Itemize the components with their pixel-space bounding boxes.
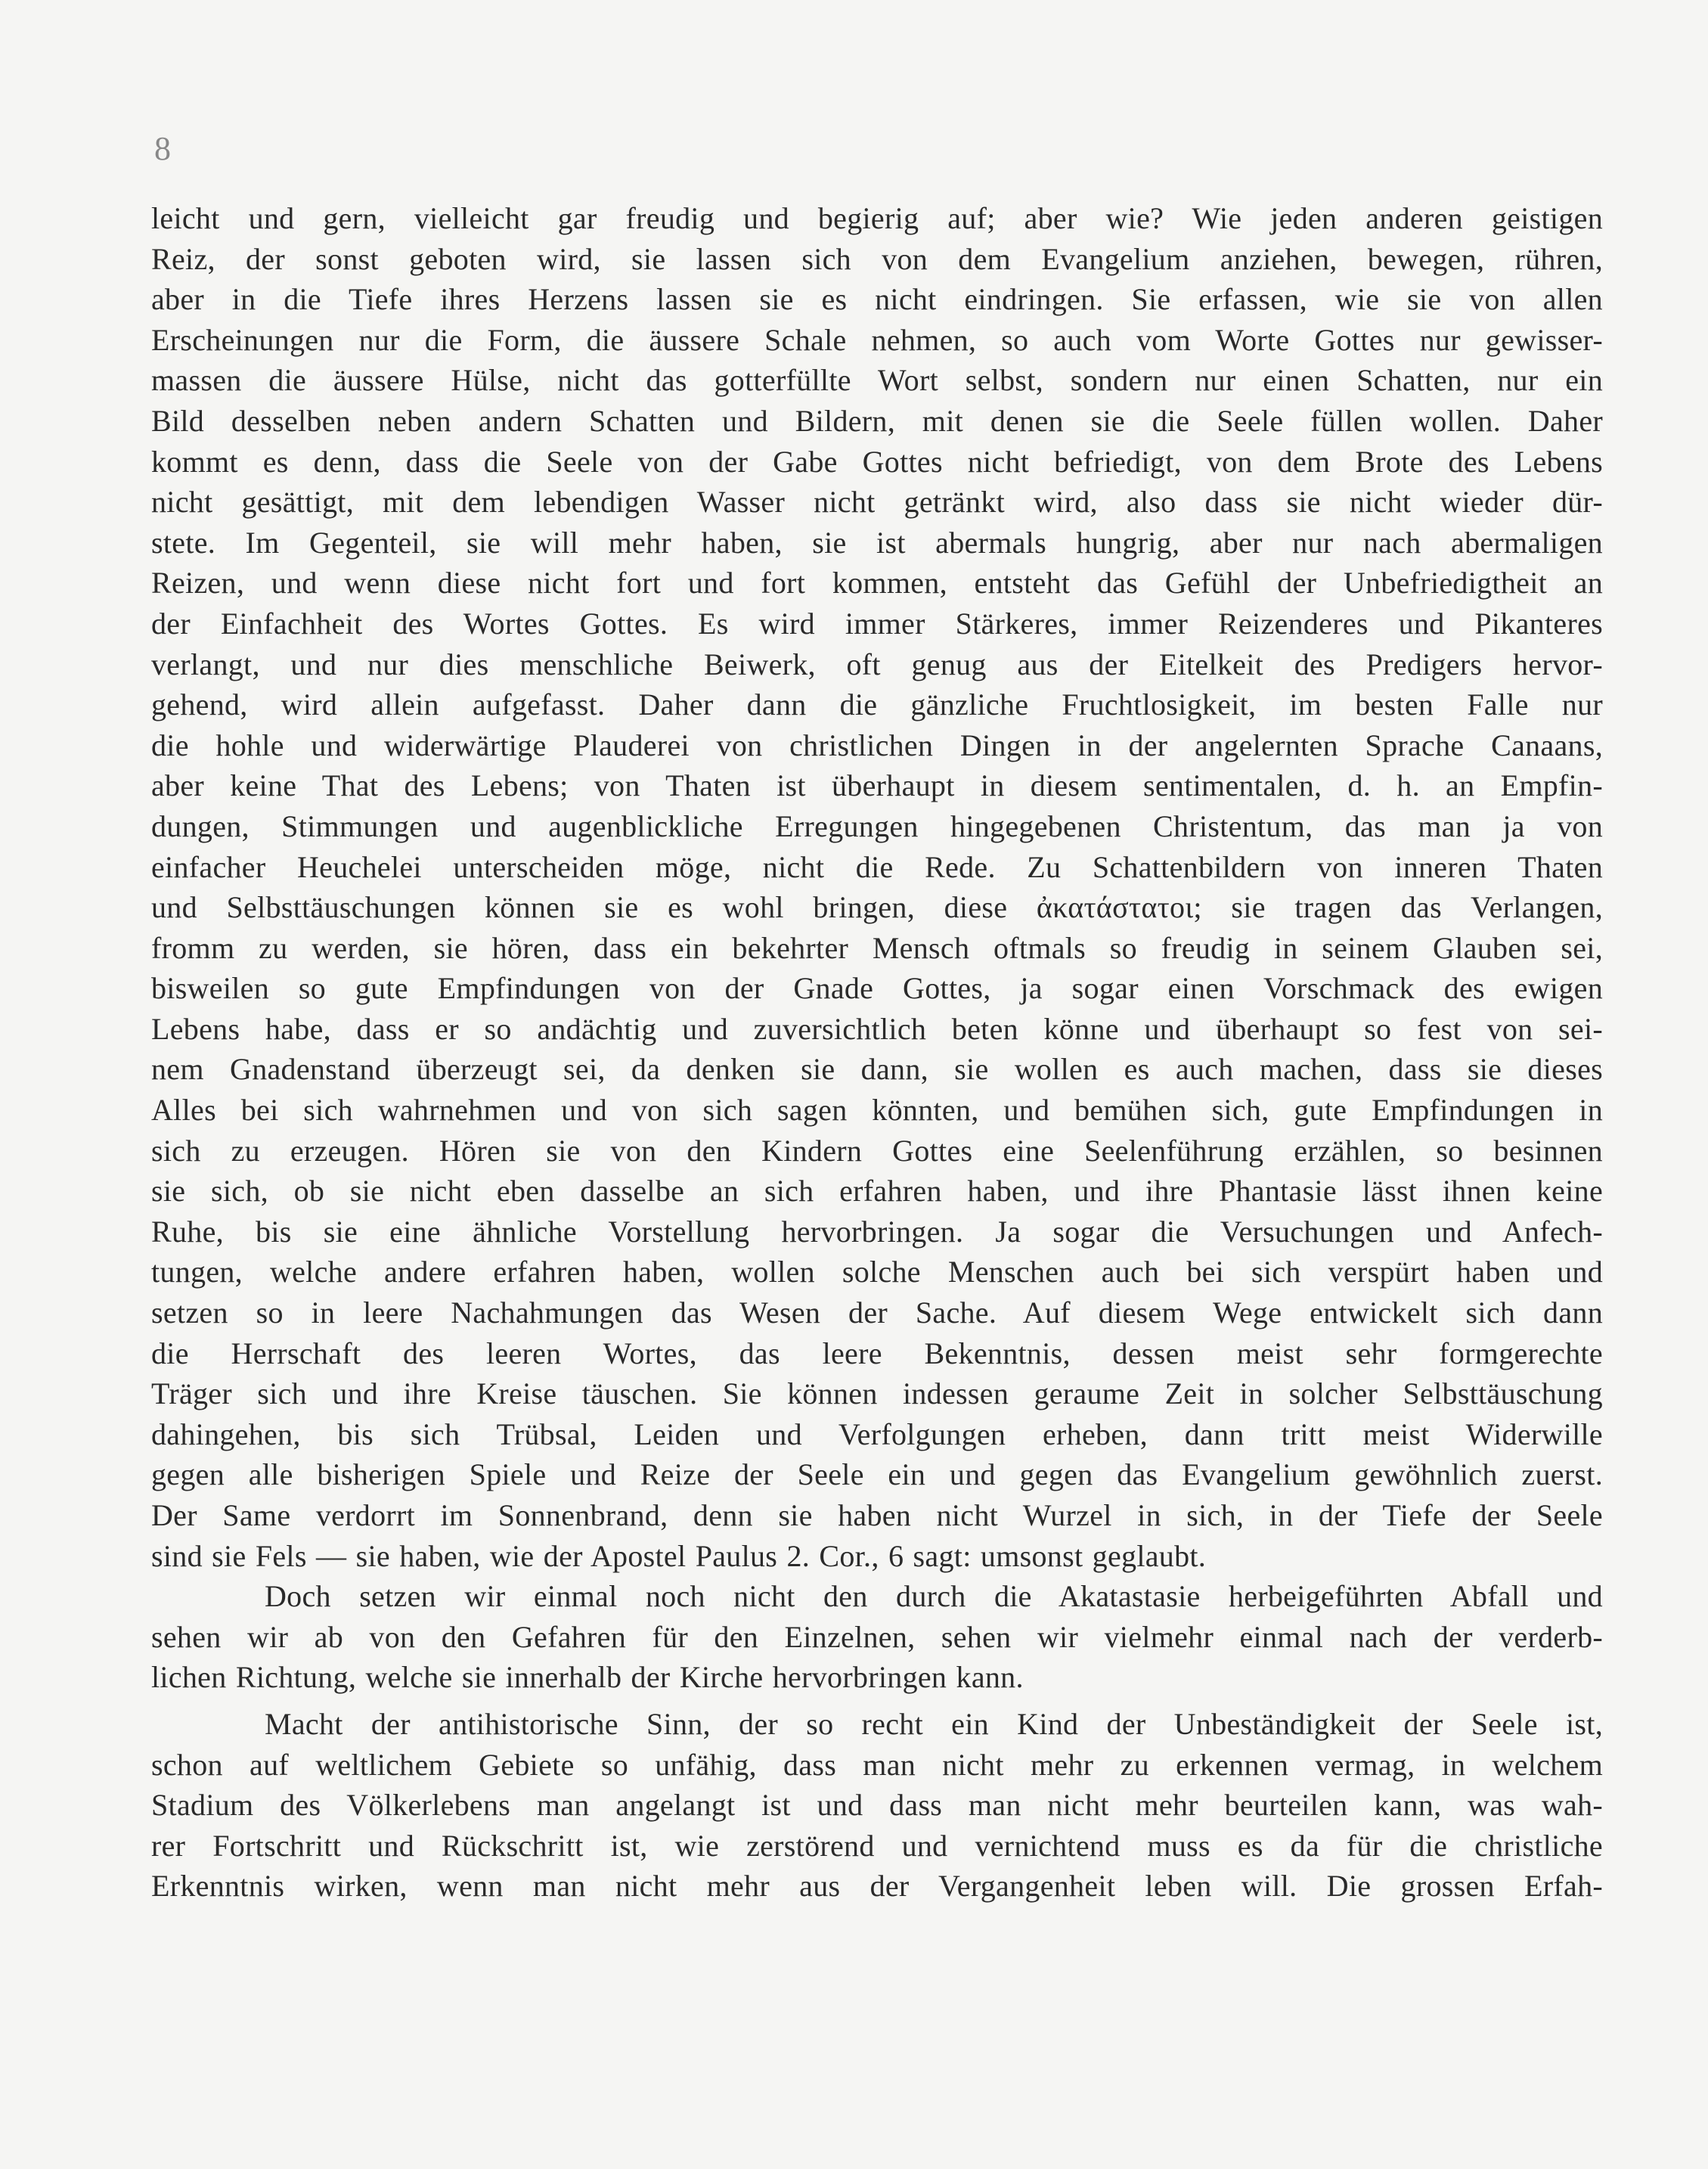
text-line: Reiz, der sonst geboten wird, sie lassen sich von dem Evangelium anziehen, bewegen, rühren, xyxy=(151,241,1603,276)
text-line: aber in die Tiefe ihres Herzens lassen sie es nicht eindringen. Sie erfassen, wie sie von allen xyxy=(151,282,1603,317)
text-line: Erkenntnis wirken, wenn man nicht mehr aus der Vergangenheit leben will. Die grossen Erfah- xyxy=(151,1869,1603,1904)
text-line: schon auf weltlichem Gebiete so unfähig, dass man nicht mehr zu erkennen vermag, in welchem xyxy=(151,1747,1603,1782)
text-line: aber keine That des Lebens; von Thaten ist überhaupt in diesem sentimentalen, d. h. an Empfin- xyxy=(151,768,1603,803)
text-line: tungen, welche andere erfahren haben, wollen solche Menschen auch bei sich verspürt haben und xyxy=(151,1255,1603,1289)
text-line: lichen Richtung, welche sie innerhalb der Kirche hervorbringen kann. xyxy=(151,1660,1024,1695)
text-line: und Selbsttäuschungen können sie es wohl bringen, diese ἀκατάστατοι; sie tragen das Verlangen, xyxy=(151,890,1603,925)
text-line: sehen wir ab von den Gefahren für den Einzelnen, sehen wir vielmehr einmal nach der verderb- xyxy=(151,1619,1603,1654)
paragraph-1 xyxy=(151,198,1603,1576)
text-line: Macht der antihistorische Sinn, der so recht ein Kind der Unbeständigkeit der Seele ist, xyxy=(265,1706,1603,1741)
text-line: stete. Im Gegenteil, sie will mehr haben, sie ist abermals hungrig, aber nur nach abermaligen xyxy=(151,525,1603,560)
text-line: dahingehen, bis sich Trübsal, Leiden und Verfolgungen erheben, dann tritt meist Widerwille xyxy=(151,1417,1603,1451)
text-line: Erscheinungen nur die Form, die äussere Schale nehmen, so auch vom Worte Gottes nur gewisser- xyxy=(151,322,1603,357)
text-line: nem Gnadenstand überzeugt sei, da denken sie dann, sie wollen es auch machen, dass sie dieses xyxy=(151,1052,1603,1087)
text-line: sind sie Fels — sie haben, wie der Apostel Paulus 2. Cor., 6 sagt: umsonst geglaubt. xyxy=(151,1538,1207,1573)
text-line: Stadium des Völkerlebens man angelangt ist und dass man nicht mehr beurteilen kann, was wah- xyxy=(151,1788,1603,1823)
text-line: bisweilen so gute Empfindungen von der Gnade Gottes, ja sogar einen Vorschmack des ewigen xyxy=(151,971,1603,1006)
body-text xyxy=(151,198,1603,1907)
text-line: einfacher Heuchelei unterscheiden möge, nicht die Rede. Zu Schattenbildern von inneren Thaten xyxy=(151,849,1603,884)
text-line: Bild desselben neben andern Schatten und Bildern, mit denen sie die Seele füllen wollen. Daher xyxy=(151,403,1603,438)
text-line: verlangt, und nur dies menschliche Beiwerk, oft genug aus der Eitelkeit des Predigers hervor- xyxy=(151,647,1603,681)
text-line: die Herrschaft des leeren Wortes, das leere Bekenntnis, dessen meist sehr formgerechte xyxy=(151,1336,1603,1370)
page-number: 8 xyxy=(154,130,171,167)
text-line: gegen alle bisherigen Spiele und Reize der Seele ein und gegen das Evangelium gewöhnlich zuerst. xyxy=(151,1457,1603,1492)
text-line: sich zu erzeugen. Hören sie von den Kindern Gottes eine Seelenführung erzählen, so besinnen xyxy=(151,1133,1603,1168)
text-line: massen die äussere Hülse, nicht das gotterfüllte Wort selbst, sondern nur einen Schatten, nur ein xyxy=(151,363,1603,398)
text-line: die hohle und widerwärtige Plauderei von christlichen Dingen in der angelernten Sprache Canaans, xyxy=(151,728,1603,762)
text-line: Alles bei sich wahrnehmen und von sich sagen könnten, und bemühen sich, gute Empfindungen in xyxy=(151,1093,1603,1128)
text-line: dungen, Stimmungen und augenblickliche Erregungen hingegebenen Christentum, das man ja von xyxy=(151,808,1603,843)
text-line: Lebens habe, dass er so andächtig und zuversichtlich beten könne und überhaupt so fest von sei- xyxy=(151,1011,1603,1046)
text-line: nicht gesättigt, mit dem lebendigen Wasser nicht getränkt wird, also dass sie nicht wieder dür- xyxy=(151,485,1603,520)
text-line: Reizen, und wenn diese nicht fort und fort kommen, entsteht das Gefühl der Unbefriedigtheit an xyxy=(151,566,1603,600)
paragraph-gap xyxy=(151,1698,1603,1704)
text-line: gehend, wird allein aufgefasst. Daher dann die gänzliche Fruchtlosigkeit, im besten Falle nur xyxy=(151,687,1603,722)
paragraph-3 xyxy=(151,1704,1603,1907)
paragraph-2 xyxy=(151,1576,1603,1698)
text-line: setzen so in leere Nachahmungen das Wesen der Sache. Auf diesem Wege entwickelt sich dann xyxy=(151,1296,1603,1330)
text-line: sie sich, ob sie nicht eben dasselbe an sich erfahren haben, und ihre Phantasie lässt ihnen keine xyxy=(151,1174,1603,1209)
text-line: Der Same verdorrt im Sonnenbrand, denn sie haben nicht Wurzel in sich, in der Tiefe der Seele xyxy=(151,1498,1603,1532)
text-line: Ruhe, bis sie eine ähnliche Vorstellung hervorbringen. Ja sogar die Versuchungen und Anfech- xyxy=(151,1214,1603,1249)
text-line: leicht und gern, vielleicht gar freudig und begierig auf; aber wie? Wie jeden anderen geistigen xyxy=(151,201,1603,235)
text-line: rer Fortschritt und Rückschritt ist, wie zerstörend und vernichtend muss es da für die christliche xyxy=(151,1828,1603,1863)
text-line: der Einfachheit des Wortes Gottes. Es wird immer Stärkeres, immer Reizenderes und Pikanteres xyxy=(151,606,1603,641)
text-line: Doch setzen wir einmal noch nicht den durch die Akatastasie herbeigeführten Abfall und xyxy=(265,1579,1603,1614)
text-line: Träger sich und ihre Kreise täuschen. Sie können indessen geraume Zeit in solcher Selbsttäuschung xyxy=(151,1376,1603,1411)
text-line: fromm zu werden, sie hören, dass ein bekehrter Mensch oftmals so freudig in seinem Glauben sei, xyxy=(151,930,1603,965)
text-line: kommt es denn, dass die Seele von der Gabe Gottes nicht befriedigt, von dem Brote des Lebens xyxy=(151,444,1603,479)
